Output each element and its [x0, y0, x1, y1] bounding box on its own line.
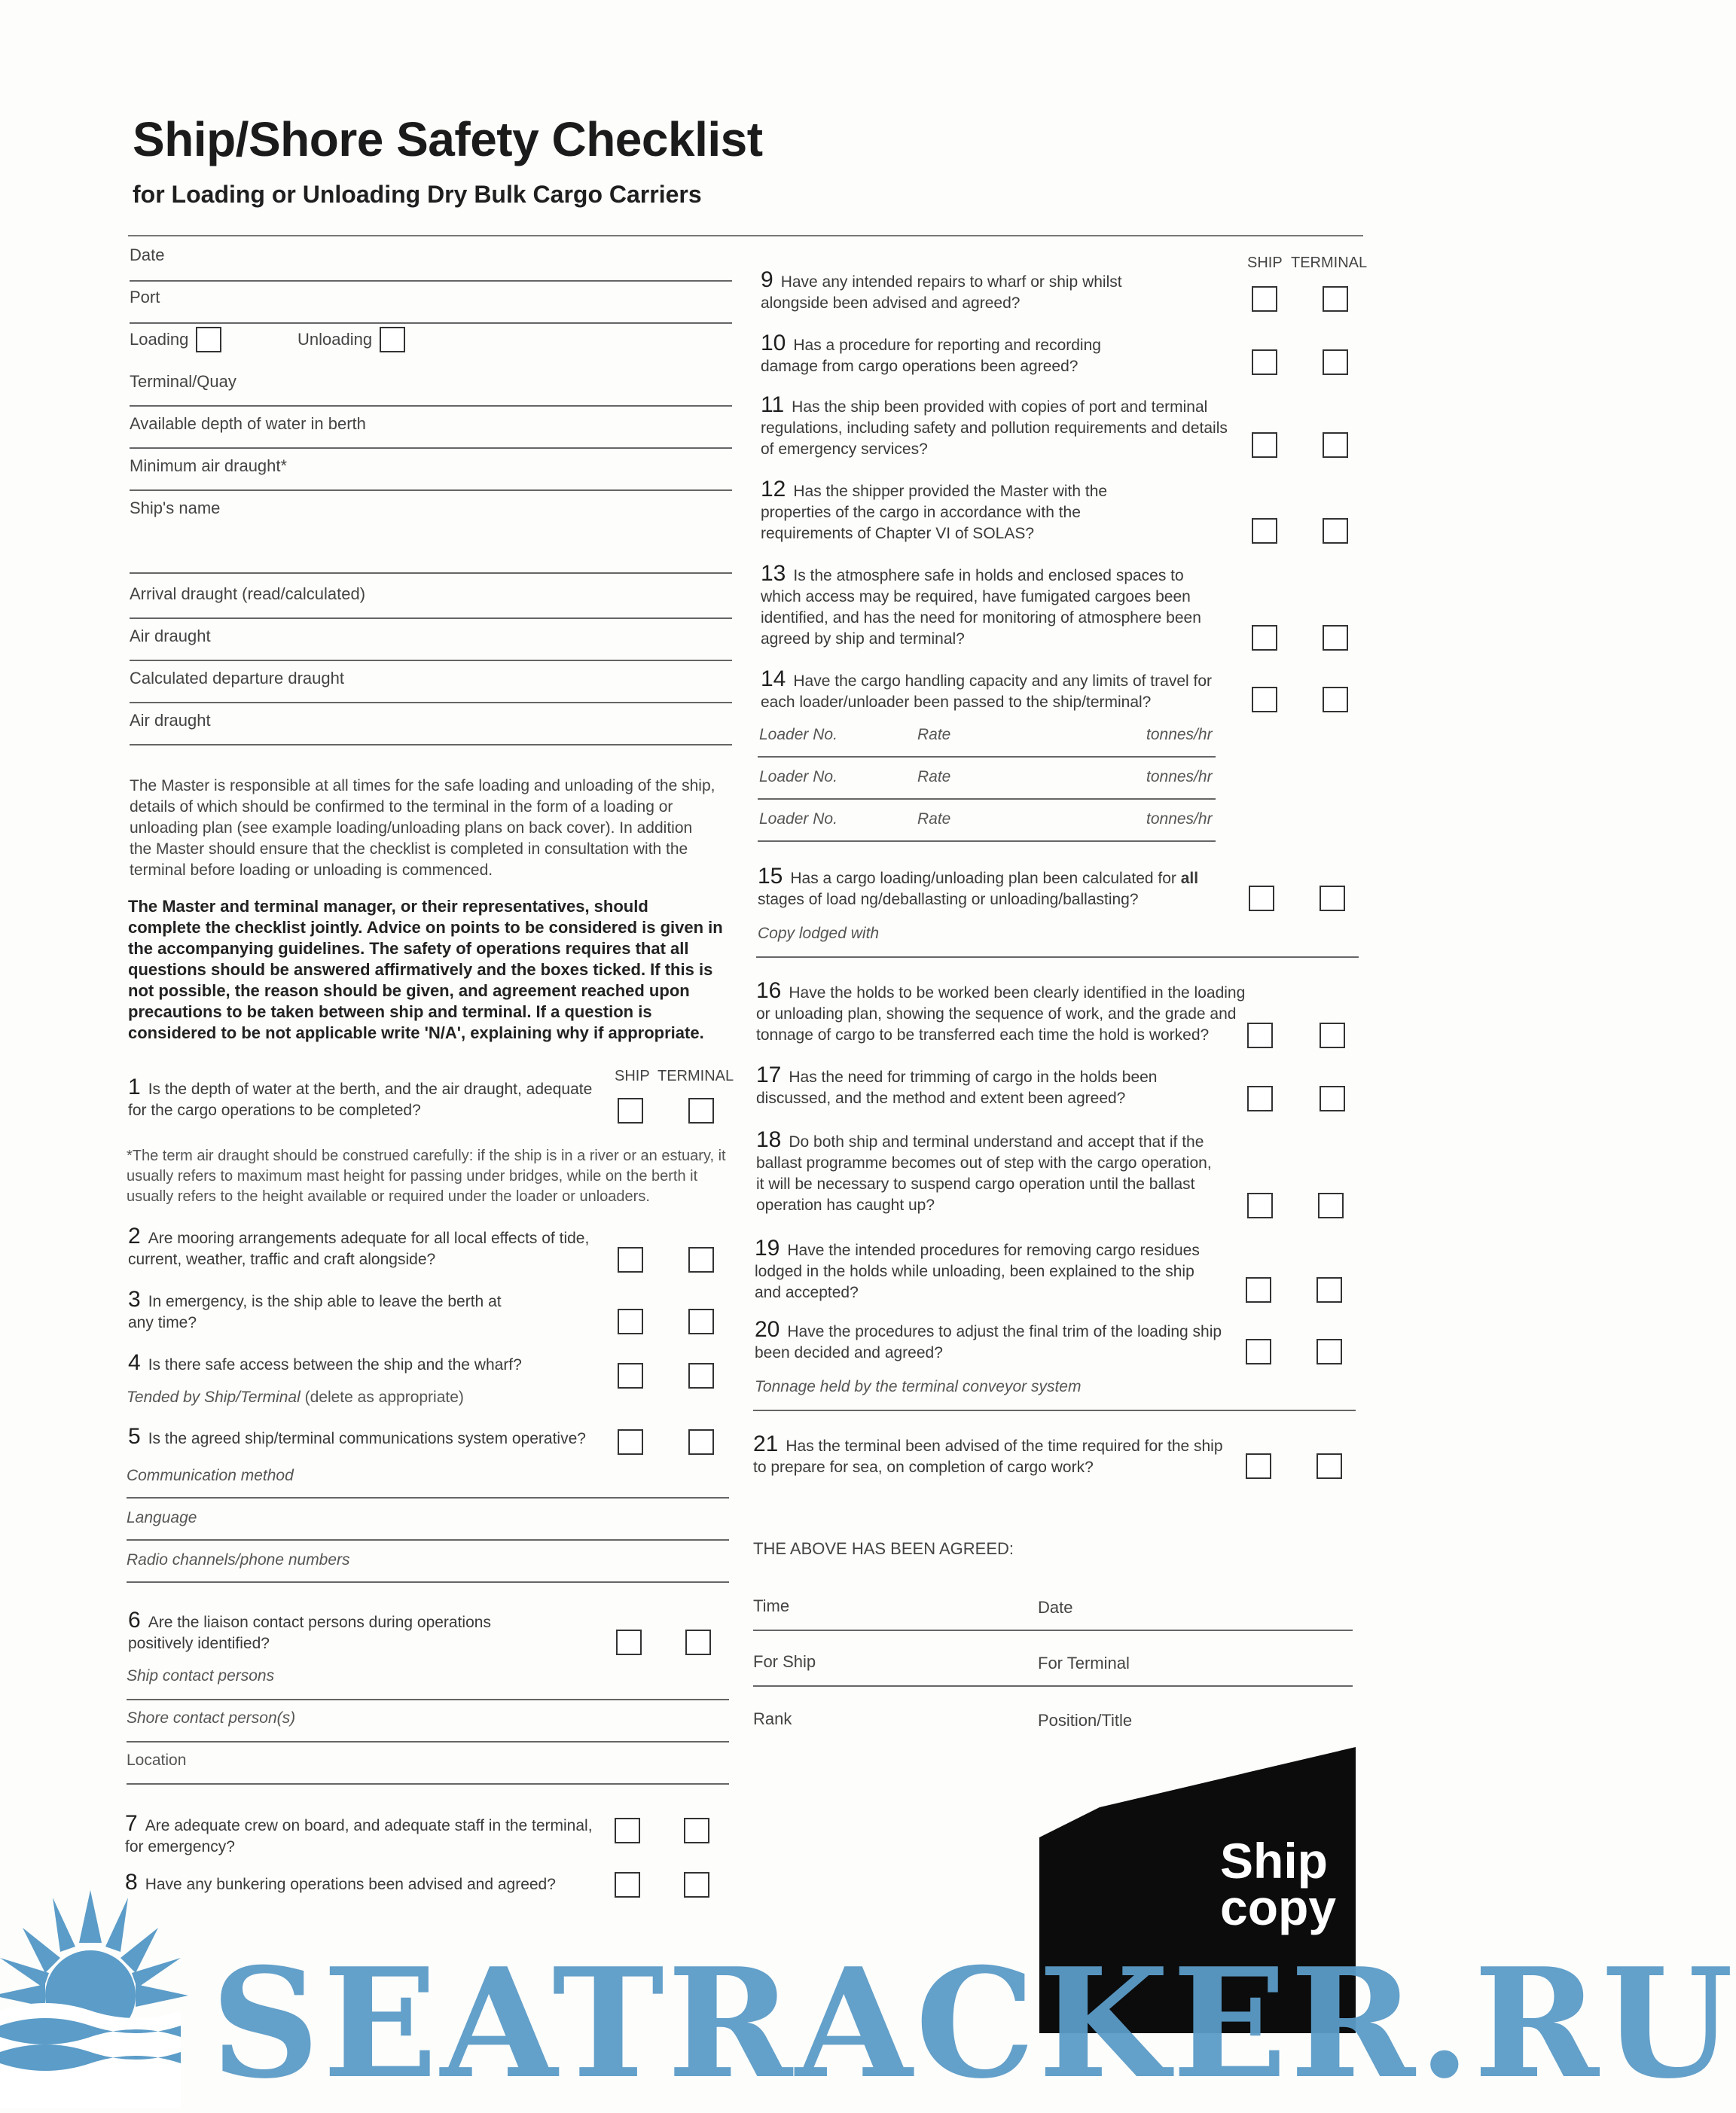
header-divider — [128, 235, 1363, 236]
q7-terminal-checkbox[interactable] — [684, 1818, 709, 1843]
q5-language-line[interactable] — [127, 1539, 729, 1541]
port-line[interactable] — [130, 322, 732, 324]
q5-radio-channels: Radio channels/phone numbers — [127, 1551, 350, 1569]
agreement-heading: THE ABOVE HAS BEEN AGREED: — [753, 1539, 1014, 1558]
air-draught-line-2[interactable] — [130, 744, 732, 745]
terminal-quay-label: Terminal/Quay — [130, 372, 236, 391]
depth-label: Available depth of water in berth — [130, 414, 366, 433]
agreement-for-terminal-label: For Terminal — [1038, 1654, 1130, 1672]
q5-radio-line[interactable] — [127, 1581, 729, 1583]
question-19: 19 Have the intended procedures for removing cargo residues lodged in the holds while unloading, been explained to the ship and accepted? — [755, 1236, 1200, 1301]
q8-terminal-checkbox[interactable] — [684, 1872, 709, 1898]
ship-column-header-left: SHIP — [615, 1068, 650, 1084]
loading-checkbox[interactable] — [196, 327, 221, 352]
q14-ship-checkbox[interactable] — [1252, 687, 1277, 712]
q5-language: Language — [127, 1509, 197, 1526]
depth-line[interactable] — [130, 447, 732, 449]
ship-copy-label: Ship copy — [1220, 1833, 1337, 1935]
question-2: 2 Are mooring arrangements adequate for all local effects of tide, current, weather, traffic and craft alongside? — [128, 1224, 590, 1268]
question-5: 5 Is the agreed ship/terminal communications system operative? — [128, 1424, 586, 1449]
q19-ship-checkbox[interactable] — [1246, 1277, 1271, 1303]
sun-wave-logo-icon — [0, 1883, 226, 2108]
question-9: 9 Have any intended repairs to wharf or ship whilst alongside been advised and agreed? — [761, 267, 1122, 312]
q7-ship-checkbox[interactable] — [615, 1818, 640, 1843]
agreement-time-label: Time — [753, 1596, 790, 1615]
q15-copy-lodged: Copy lodged with — [758, 925, 880, 942]
agreement-rank-label: Rank — [753, 1709, 792, 1728]
air-draught-label-2: Air draught — [130, 711, 211, 730]
question-4: 4 Is there safe access between the ship and the wharf? — [128, 1350, 522, 1375]
q9-terminal-checkbox[interactable] — [1323, 286, 1348, 312]
q14-terminal-checkbox[interactable] — [1323, 687, 1348, 712]
q4-terminal-checkbox[interactable] — [688, 1363, 714, 1389]
question-1: 1 Is the depth of water at the berth, and the air draught, adequate for the cargo operations to be completed? — [128, 1075, 593, 1119]
question-6: 6 Are the liaison contact persons during operations positively identified? — [128, 1608, 491, 1652]
agreement-for-ship-label: For Ship — [753, 1652, 816, 1671]
question-12: 12 Has the shipper provided the Master with the properties of the cargo in accordance with the requirements of Chapter VI of SOLAS? — [761, 477, 1108, 542]
rate-label-2: Rate — [917, 768, 951, 785]
q6-shore-contacts: Shore contact person(s) — [127, 1709, 296, 1727]
watermark-text: SEATRACKER.RU — [211, 1935, 1736, 2112]
rate-label-1: Rate — [917, 726, 951, 743]
q6-terminal-checkbox[interactable] — [685, 1630, 711, 1655]
date-line[interactable] — [130, 280, 732, 282]
q9-ship-checkbox[interactable] — [1252, 286, 1277, 312]
q18-ship-checkbox[interactable] — [1247, 1193, 1273, 1218]
q5-ship-checkbox[interactable] — [618, 1429, 643, 1455]
q20-ship-checkbox[interactable] — [1246, 1339, 1271, 1364]
q3-terminal-checkbox[interactable] — [688, 1309, 714, 1334]
air-draught-label-1: Air draught — [130, 627, 211, 645]
q20-tonnage-held: Tonnage held by the terminal conveyor system — [755, 1378, 1082, 1395]
q6-shore-contacts-line[interactable] — [127, 1741, 729, 1743]
question-11: 11 Has the ship been provided with copies of port and terminal regulations, including safety and pollution requirements and details of emergency services? — [761, 392, 1228, 458]
terminal-column-header-left: TERMINAL — [657, 1068, 734, 1084]
q12-terminal-checkbox[interactable] — [1323, 518, 1348, 544]
q10-terminal-checkbox[interactable] — [1323, 349, 1348, 375]
q6-ship-checkbox[interactable] — [616, 1630, 642, 1655]
q17-ship-checkbox[interactable] — [1247, 1086, 1273, 1111]
q6-ship-contacts: Ship contact persons — [127, 1667, 275, 1685]
q16-terminal-checkbox[interactable] — [1320, 1023, 1345, 1048]
q18-terminal-checkbox[interactable] — [1318, 1193, 1344, 1218]
terminal-column-header-right: TERMINAL — [1291, 255, 1368, 271]
terminal-quay-line[interactable] — [130, 405, 732, 407]
min-air-draught-line[interactable] — [130, 489, 732, 491]
loader-line-1[interactable] — [758, 756, 1216, 758]
question-21: 21 Has the terminal been advised of the time required for the ship to prepare for sea, on completion of cargo work? — [753, 1432, 1223, 1476]
q2-terminal-checkbox[interactable] — [688, 1247, 714, 1273]
question-20: 20 Have the procedures to adjust the final trim of the loading ship been decided and agreed? — [755, 1317, 1222, 1361]
page-subtitle: for Loading or Unloading Dry Bulk Cargo Carriers — [133, 181, 702, 208]
q5-terminal-checkbox[interactable] — [688, 1429, 714, 1455]
question-17: 17 Has the need for trimming of cargo in the holds been discussed, and the method and extent been agreed? — [756, 1063, 1158, 1107]
ships-name-line[interactable] — [130, 572, 732, 574]
intro-paragraph: The Master is responsible at all times for the safe loading and unloading of the ship, details of which should be confirmed to the terminal in the form of a loading or unloading plan (see example loading/unloading plans on back cover). In addition the Master should ensure that the checklist is completed in consultation with the terminal before loading or unloading is commenced. — [130, 777, 715, 879]
question-16: 16 Have the holds to be worked been clearly identified in the loading or unloading plan, showing the sequence of work, and the grade and tonnage of cargo to be transferred each time the hold is worked? — [756, 978, 1246, 1044]
q6-ship-contacts-line[interactable] — [127, 1699, 729, 1700]
q11-ship-checkbox[interactable] — [1252, 432, 1277, 458]
arrival-draught-line[interactable] — [130, 617, 732, 619]
rate-label-3: Rate — [917, 810, 951, 828]
instructions-paragraph: The Master and terminal manager, or their representatives, should complete the checklist jointly. Advice on points to be considered is given in the accompanying guidelines. The safety of operations requires that all questions should be answered affirmatively and the boxes ticked. If this is not possible, the reason should be given, and agreement reached upon precautions to be taken between ship and terminal. If a question is considered to be not applicable write 'N/A', explaining why if appropriate. — [128, 897, 723, 1042]
question-8: 8 Have any bunkering operations been advised and agreed? — [125, 1870, 556, 1895]
ships-name-label: Ship's name — [130, 499, 221, 517]
unloading-checkbox[interactable] — [380, 327, 405, 352]
q13-ship-checkbox[interactable] — [1252, 625, 1277, 651]
loader-label-3: Loader No. — [759, 810, 837, 828]
question-3: 3 In emergency, is the ship able to leave the berth at any time? — [128, 1287, 502, 1331]
q10-ship-checkbox[interactable] — [1252, 349, 1277, 375]
q16-ship-checkbox[interactable] — [1247, 1023, 1273, 1048]
departure-draught-label: Calculated departure draught — [130, 669, 344, 688]
q15-ship-checkbox[interactable] — [1249, 886, 1274, 911]
unit-label-2: tonnes/hr — [1146, 768, 1213, 785]
agreement-position-label: Position/Title — [1038, 1711, 1133, 1730]
question-18: 18 Do both ship and terminal understand and accept that if the ballast programme becomes out of step with the cargo operation, it will be necessary to suspend cargo operation until the ballast operation has caught up? — [756, 1127, 1212, 1214]
q20-tonnage-line[interactable] — [753, 1410, 1356, 1411]
question-14: 14 Have the cargo handling capacity and any limits of travel for each loader/unloader been passed to the ship/terminal? — [761, 666, 1213, 711]
port-label: Port — [130, 288, 160, 306]
unloading-label: Unloading — [297, 330, 373, 349]
q8-ship-checkbox[interactable] — [615, 1872, 640, 1898]
loader-line-2[interactable] — [758, 798, 1216, 800]
q15-terminal-checkbox[interactable] — [1320, 886, 1345, 911]
question-15: 15 Has a cargo loading/unloading plan been calculated for all stages of load ng/deballasting or unloading/ballasting? — [758, 864, 1199, 908]
q13-terminal-checkbox[interactable] — [1323, 625, 1348, 651]
q4-tended-by: Tended by Ship/Terminal (delete as appropriate) — [127, 1389, 464, 1406]
question-13: 13 Is the atmosphere safe in holds and enclosed spaces to which access may be required, have fumigated cargoes been identified, and has the need for monitoring of atmosphere been agreed by ship and terminal? — [761, 561, 1201, 648]
min-air-draught-label: Minimum air draught* — [130, 456, 288, 475]
q19-terminal-checkbox[interactable] — [1316, 1277, 1342, 1303]
q21-ship-checkbox[interactable] — [1246, 1453, 1271, 1479]
unit-label-3: tonnes/hr — [1146, 810, 1213, 828]
q6-location-line[interactable] — [127, 1783, 729, 1785]
q15-copy-line[interactable] — [756, 956, 1359, 958]
q12-ship-checkbox[interactable] — [1252, 518, 1277, 544]
agreement-date-label: Date — [1038, 1598, 1073, 1617]
q21-terminal-checkbox[interactable] — [1316, 1453, 1342, 1479]
question-10: 10 Has a procedure for reporting and recording damage from cargo operations been agreed? — [761, 331, 1101, 375]
arrival-draught-label: Arrival draught (read/calculated) — [130, 584, 366, 603]
question-7: 7 Are adequate crew on board, and adequate staff in the terminal, for emergency? — [125, 1811, 593, 1855]
air-draught-note: *The term air draught should be construed carefully: if the ship is in a river or an estuary, it usually refers to maximum mast height for passing under bridges, while on the berth it usually refers to the height available or required under the loader or unloaders. — [127, 1148, 726, 1205]
q1-terminal-checkbox[interactable] — [688, 1098, 714, 1124]
loading-label: Loading — [130, 330, 189, 349]
q3-ship-checkbox[interactable] — [618, 1309, 643, 1334]
q5-communication-line[interactable] — [127, 1497, 729, 1499]
q20-terminal-checkbox[interactable] — [1316, 1339, 1342, 1364]
date-label: Date — [130, 245, 165, 264]
loader-line-3[interactable] — [758, 840, 1216, 842]
page-title: Ship/Shore Safety Checklist — [133, 112, 763, 166]
q11-terminal-checkbox[interactable] — [1323, 432, 1348, 458]
q17-terminal-checkbox[interactable] — [1320, 1086, 1345, 1111]
agreement-signature-line[interactable] — [753, 1685, 1353, 1687]
q6-location: Location — [127, 1752, 187, 1769]
agreement-time-date-line[interactable] — [753, 1630, 1353, 1631]
departure-draught-line[interactable] — [130, 702, 732, 703]
q1-ship-checkbox[interactable] — [618, 1098, 643, 1124]
unit-label-1: tonnes/hr — [1146, 726, 1213, 743]
q4-ship-checkbox[interactable] — [618, 1363, 643, 1389]
loader-label-1: Loader No. — [759, 726, 837, 743]
q2-ship-checkbox[interactable] — [618, 1247, 643, 1273]
ship-column-header-right: SHIP — [1247, 255, 1283, 271]
air-draught-line-1[interactable] — [130, 660, 732, 661]
loader-label-2: Loader No. — [759, 768, 837, 785]
q5-communication-method: Communication method — [127, 1467, 294, 1484]
